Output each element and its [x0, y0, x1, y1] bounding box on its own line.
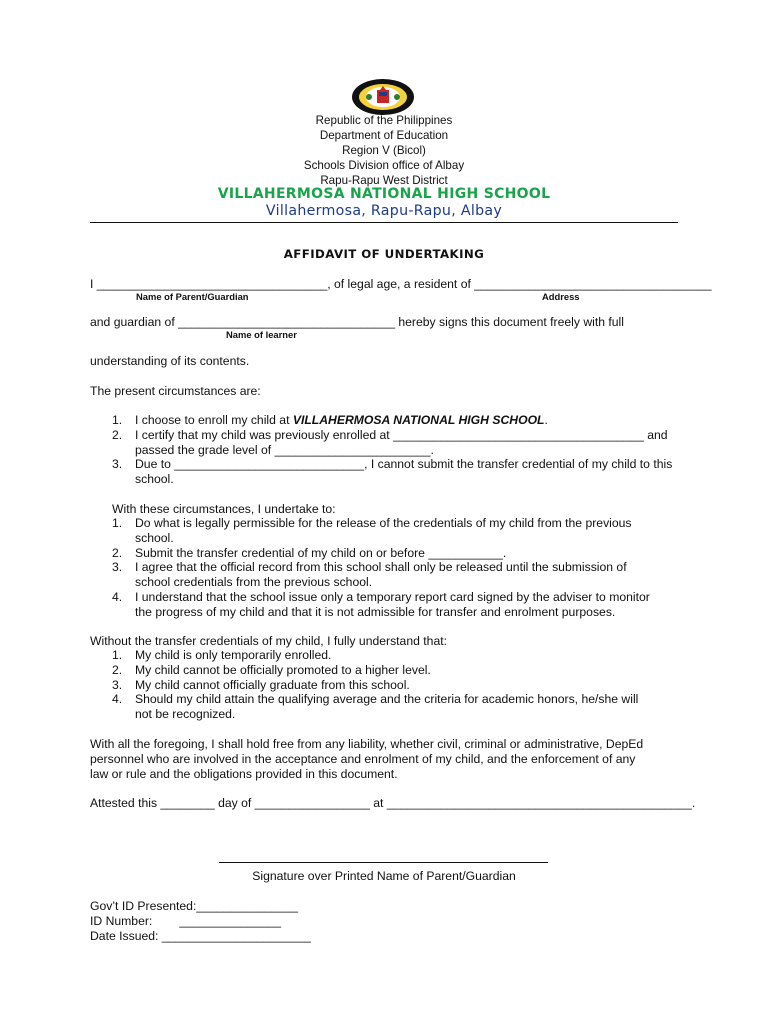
header-divider: [90, 222, 678, 223]
foregoing-line-2: personnel who are involved in the acceptance and enrolment of my child, and the enforcement of any: [90, 752, 636, 766]
signature-line: [219, 862, 548, 863]
caption-learner-name: Name of learner: [226, 329, 297, 340]
list-item: 4. I understand that the school issue only a temporary report card signed by the adviser to monitor the progress of my child and that it is not admissible for transfer and enrolment purposes.: [112, 589, 650, 619]
undertake-heading: With these circumstances, I undertake to:: [112, 502, 336, 516]
date-issued-field: Date Issued: ______________________: [90, 929, 311, 943]
intro-line-3: understanding of its contents.: [90, 354, 250, 368]
deped-seal-logo: [351, 78, 415, 116]
school-address: Villahermosa, Rapu-Rapu, Albay: [265, 203, 503, 219]
caption-parent-name: Name of Parent/Guardian: [136, 291, 249, 302]
circumstances-heading: The present circumstances are:: [90, 384, 261, 398]
school-name: VILLAHERMOSA NATIONAL HIGH SCHOOL: [217, 186, 551, 202]
signature-caption: Signature over Printed Name of Parent/Guardian: [252, 869, 516, 883]
header-line-division: Schools Division office of Albay: [303, 159, 465, 172]
list-item: 3. My child cannot officially graduate from this school.: [112, 677, 410, 692]
caption-address: Address: [542, 291, 580, 302]
list-item: 1. Do what is legally permissible for the release of the credentials of my child from the previous school.: [112, 516, 632, 545]
list-item: 2. Submit the transfer credential of my child on or before ___________.: [112, 545, 507, 560]
undertake-list: [90, 516, 680, 620]
list-item: 1. My child is only temporarily enrolled.: [112, 648, 332, 662]
id-number-field: ID Number: _______________: [90, 914, 282, 928]
header-line-department: Department of Education: [319, 129, 449, 142]
without-heading: Without the transfer credentials of my child, I fully understand that:: [90, 634, 447, 648]
list-item: 3. Due to ____________________________, I cannot submit the transfer credential of my child to this school.: [112, 457, 673, 487]
header-line-district: Rapu-Rapu West District: [320, 174, 448, 187]
header-line-region: Region V (Bicol): [342, 144, 426, 157]
foregoing-line-1: With all the foregoing, I shall hold free from any liability, whether civil, criminal or administrative, DepEd: [90, 737, 644, 751]
list-item: 2. My child cannot be officially promoted to a higher level.: [112, 662, 431, 677]
foregoing-line-3: law or rule and the obligations provided in this document.: [90, 767, 398, 781]
intro-line-2: and guardian of ________________________________ hereby signs this document freely with full: [90, 315, 624, 329]
list-item: 2. I certify that my child was previously enrolled at _____________________________________ and passed the grade level of _______________________.: [112, 427, 668, 457]
school-name-emphasis: VILLAHERMOSA NATIONAL HIGH SCHOOL: [292, 413, 545, 427]
header-line-republic: Republic of the Philippines: [315, 114, 453, 127]
list-item: 4. Should my child attain the qualifying average and the criteria for academic honors, he/she will not be recognized.: [112, 692, 639, 722]
circumstances-list: [90, 413, 680, 487]
list-item: 3. I agree that the official record from this school shall only be released until the submission of school credentials from the previous school.: [112, 560, 627, 590]
intro-line-1: I __________________________________, of legal age, a resident of ___________________________________: [90, 277, 712, 291]
document-title: AFFIDAVIT OF UNDERTAKING: [283, 247, 485, 261]
without-list: [90, 648, 680, 722]
gov-id-field: Gov’t ID Presented:_______________: [90, 899, 299, 913]
list-item: 1. I choose to enroll my child at VILLAHERMOSA NATIONAL HIGH SCHOOL.: [112, 413, 548, 427]
attested-line: Attested this ________ day of _________________ at _____________________________________________.: [90, 796, 696, 810]
